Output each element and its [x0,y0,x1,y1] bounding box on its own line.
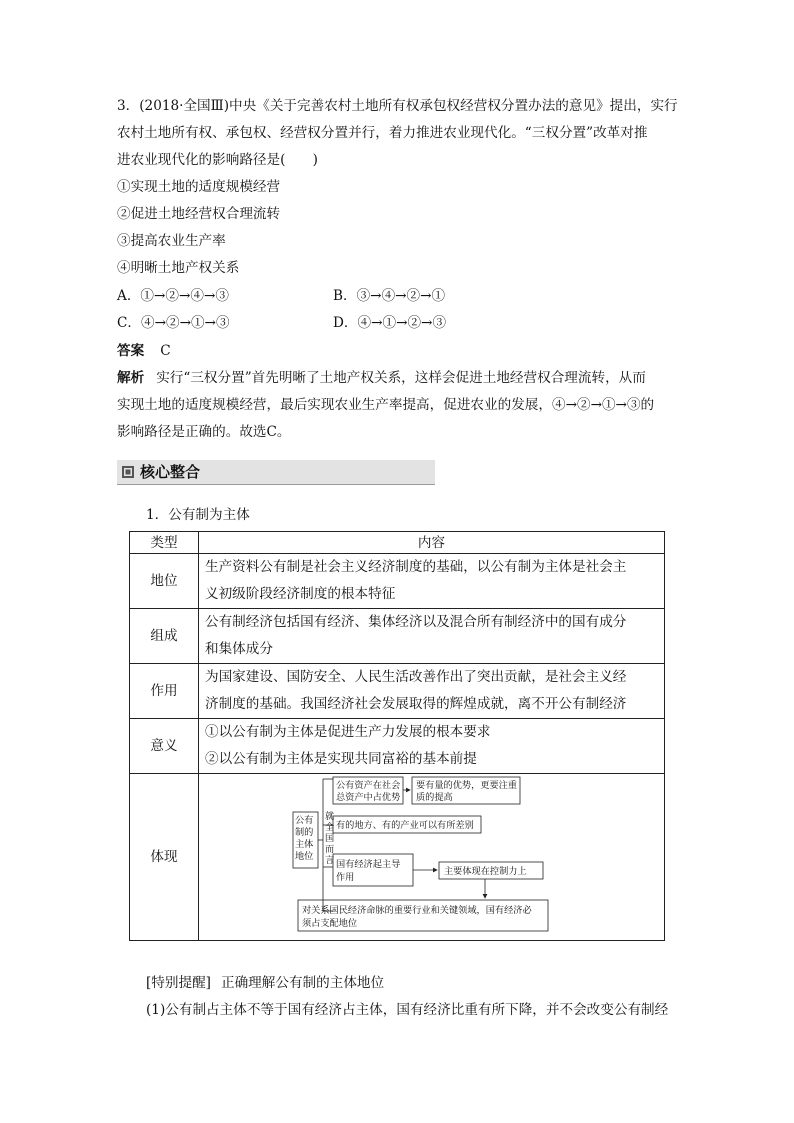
svg-text:总资产中占优势 [336,791,400,803]
svg-text:公有 [295,814,313,826]
diagram-note3-text: 主要体现在控制力上 [444,866,527,877]
svg-text:要有量的优势，更要注重 [416,779,517,791]
table-row [130,554,665,609]
svg-text:地位 [295,850,313,862]
header-content: 内容 [199,532,665,554]
row-line: 生产资料公有制是社会主义经济制度的基础，以公有制为主体是社会主 [205,559,627,575]
table-row [130,774,665,941]
question-item-4: ④明晰土地产权关系 [117,260,240,276]
row-type: 地位 [130,554,199,609]
diagram-box3-line: 作用 [336,872,355,883]
row-line: 为国家建设、国防安全、人民生活改善作出了突出贡献，是社会主义经 [205,669,627,685]
option-b: B．③→④→②→① [333,288,446,304]
diagram-note1-line: 要有量的优势，更要注重 [416,780,518,791]
diagram-note1-line: 质的提高 [416,792,453,803]
row-line: ①以公有制为主体是促进生产力发展的根本要求 [205,724,491,740]
svg-text:公有资产在社会 [336,779,400,791]
diagram-vertical-char: 言 [325,855,335,866]
svg-text:主要体现在控制力上 [444,865,527,877]
row-content [199,664,665,719]
row-line: 和集体成分 [205,641,273,657]
header-type: 类型 [130,532,199,554]
row-type: 意义 [130,719,199,774]
table-row [130,609,665,664]
diagram-box2-text: 有的地方、有的产业可以有所差别 [336,820,474,831]
row-line: 济制度的基础。我国经济社会发展取得的辉煌成就，离不开公有制经济 [205,696,627,712]
analysis-line-3: 影响路径是正确的。故选C。 [117,424,291,440]
table-header-row [130,532,665,554]
row-content [199,719,665,774]
option-a: A．①→②→④→③ [117,288,229,304]
section-square-icon [122,466,134,478]
table-row [130,664,665,719]
subheading: 1．公有制为主体 [146,507,250,523]
ownership-diagram [199,774,653,940]
row-type: 体现 [130,774,199,941]
row-content [199,554,665,609]
row-content [199,609,665,664]
question-item-1: ①实现土地的适度规模经营 [117,179,281,195]
diagram-left-line: 主体 [295,839,314,850]
diagram-cell [199,774,665,941]
analysis-label: 解析 [117,370,145,386]
diagram-left-line: 地位 [295,851,314,862]
tip-title: 正确理解公有制的主体地位 [220,975,385,991]
diagram-left-line: 公有 [295,815,314,826]
question-line-2: 农村土地所有权、承包权、经营权分置并行，着力推进农业现代化。“三权分置”改革对推 [117,125,648,141]
svg-text:有的地方、有的产业可以有所差别 [336,819,474,831]
diagram-bottom-line: 对关系国民经济命脉的重要行业和关键领域，国有经济必 [302,905,532,916]
question-item-3: ③提高农业生产率 [117,233,226,249]
analysis-line-2: 实现土地的适度规模经营，最后实现农业生产率提高，促进农业的发展，④→②→①→③的 [117,397,655,413]
row-line: ②以公有制为主体是实现共同富裕的基本前提 [205,751,477,767]
svg-text:就 [325,810,334,822]
question-item-2: ②促进土地经营权合理流转 [117,206,281,222]
svg-text:质的提高 [416,791,453,803]
option-c: C．④→②→①→③ [117,315,230,331]
svg-text:言 [325,854,334,866]
svg-text:作用 [336,871,354,883]
svg-text:国有经济起主导 [336,858,400,870]
tip-label: [特别提醒] [146,975,211,991]
diagram-vertical-char: 国 [325,833,335,844]
diagram-box1-line: 公有资产在社会 [336,780,401,791]
section-title: 核心整合 [140,463,201,481]
diagram-texts [295,779,532,929]
diagram-left-line: 制的 [295,827,314,838]
diagram-vertical-char: 就 [325,811,335,822]
diagram-box3-line: 国有经济起主导 [336,859,401,870]
row-type: 组成 [130,609,199,664]
svg-text:国 [325,833,334,844]
answer-label: 答案 [117,343,145,359]
svg-text:须占支配地位 [302,917,357,929]
analysis-text-1: 实行“三权分置”首先明晰了土地产权关系，这样会促进土地经营权合理流转，从而 [156,370,646,386]
svg-text:主体 [295,838,313,850]
tip-line-1: (1)公有制占主体不等于国有经济占主体，国有经济比重有所下降，并不会改变公有制经 [146,1002,669,1018]
diagram-vertical-char: 而 [325,844,335,855]
public-ownership-table [129,531,665,941]
diagram-vertical-char: 全 [325,822,335,833]
row-type: 作用 [130,664,199,719]
answer-value: C [160,343,171,359]
table-row [130,719,665,774]
row-line: 公有制经济包括国有经济、集体经济以及混合所有制经济中的国有成分 [205,614,627,630]
svg-text:而 [325,844,334,855]
question-line-1: 3．(2018·全国Ⅲ)中央《关于完善农村土地所有权承包权经营权分置办法的意见》提出，实行 [117,98,678,114]
row-line: 义初级阶段经济制度的根本特征 [205,586,396,602]
svg-text:制的 [295,826,313,838]
diagram-box1-line: 总资产中占优势 [336,792,401,803]
answer-line [117,341,171,361]
tip-heading [146,973,384,993]
analysis-line-1 [117,368,646,388]
option-d: D．④→①→②→③ [333,315,447,331]
section-header [117,460,435,485]
diagram-bottom-line: 须占支配地位 [302,918,358,929]
question-line-3: 进农业现代化的影响路径是( ) [117,152,318,168]
svg-text:对关系国民经济命脉的重要行业和关键领域，国有经济必 [302,904,532,916]
svg-text:全 [325,821,334,833]
